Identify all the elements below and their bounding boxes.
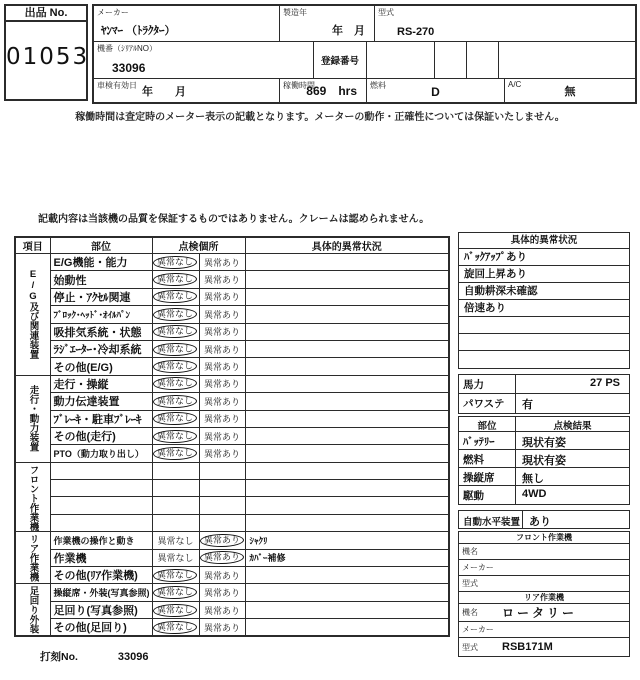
check-ng-cell bbox=[199, 323, 245, 340]
abnormal-note bbox=[245, 567, 449, 584]
serial-label: 機番（ｼﾘｱﾙNO） bbox=[97, 44, 157, 53]
spec-value: 有 bbox=[522, 399, 533, 411]
parts-row bbox=[459, 450, 629, 468]
check-ng-cell bbox=[199, 340, 245, 357]
abnormal-note bbox=[245, 306, 449, 323]
check-ng-mark: 異常あり bbox=[203, 275, 240, 286]
check-ng-cell bbox=[199, 532, 245, 549]
spec-label: 馬力 bbox=[459, 375, 516, 393]
auto-level-label: 自動水平装置 bbox=[459, 511, 523, 528]
disclaimer-note: 記載内容は当該機の品質を保証するものではありません。クレームは認められません。 bbox=[38, 214, 430, 225]
inspection-row bbox=[15, 619, 449, 637]
check-ng-mark: 異常あり bbox=[203, 570, 240, 581]
check-ng-mark: 異常あり bbox=[203, 344, 240, 355]
check-ok-mark: 異常なし bbox=[157, 553, 194, 564]
abnormal-note bbox=[245, 254, 449, 271]
check-ok-mark: 異常なし bbox=[153, 429, 197, 443]
parts-part: 駆動 bbox=[459, 486, 516, 504]
parts-part-header: 部位 bbox=[459, 417, 516, 431]
check-ng-cell bbox=[199, 306, 245, 323]
parts-header-row bbox=[459, 417, 629, 432]
implement-label: 機名 bbox=[462, 547, 478, 556]
check-ng-mark: 異常あり bbox=[203, 257, 240, 268]
header-item: 項目 bbox=[15, 237, 50, 254]
mfg-year-value: 年 月 bbox=[332, 25, 365, 37]
inspection-row bbox=[15, 427, 449, 444]
check-ng-cell bbox=[199, 410, 245, 427]
implement-label: メーカー bbox=[462, 563, 494, 572]
abnormal-note bbox=[245, 323, 449, 340]
check-ok-mark: 異常なし bbox=[153, 447, 197, 461]
abnormal-item bbox=[459, 317, 629, 334]
part-name: 走行・操縦 bbox=[50, 375, 152, 392]
lot-number-value: 01053 bbox=[6, 44, 90, 70]
abnormal-note: ｶﾊﾞｰ補修 bbox=[245, 549, 449, 566]
check-ok-cell bbox=[152, 445, 199, 462]
check-ng-mark: 異常あり bbox=[203, 327, 240, 338]
check-ng-cell bbox=[199, 427, 245, 444]
inspection-row bbox=[15, 288, 449, 305]
parts-result-header: 点検結果 bbox=[553, 421, 592, 431]
part-name bbox=[50, 480, 152, 497]
info-row-usage bbox=[94, 79, 635, 102]
abnormal-note bbox=[245, 288, 449, 305]
inspection-row bbox=[15, 271, 449, 288]
spec-row bbox=[459, 394, 629, 413]
spec-label: パワステ bbox=[459, 394, 516, 413]
part-name: その他(足回り) bbox=[50, 619, 152, 637]
check-ng-cell bbox=[199, 393, 245, 410]
part-name: ﾗｼﾞｴｰﾀｰ･冷却系統 bbox=[50, 340, 152, 357]
abnormal-note bbox=[245, 514, 449, 531]
ac-cell bbox=[505, 79, 635, 102]
implements-box bbox=[458, 531, 630, 657]
model-value: RS-270 bbox=[397, 26, 435, 38]
implement-group-header: リア作業機 bbox=[459, 592, 629, 604]
check-ok-mark: 異常なし bbox=[153, 586, 197, 600]
implement-row bbox=[459, 544, 629, 560]
stamp-line bbox=[40, 649, 149, 664]
inspection-row bbox=[15, 480, 449, 497]
registration-cell-4 bbox=[499, 42, 635, 78]
implement-value: RSB171M bbox=[502, 641, 553, 653]
inspection-row bbox=[15, 601, 449, 618]
implement-label: 型式 bbox=[462, 642, 478, 652]
part-name: 停止・ｱｸｾﾙ関連 bbox=[50, 288, 152, 305]
inspection-row bbox=[15, 497, 449, 514]
parts-row bbox=[459, 432, 629, 450]
abnormal-header: 具体的異常状況 bbox=[459, 233, 629, 249]
check-ok-cell bbox=[152, 271, 199, 288]
abnormal-note bbox=[245, 358, 449, 375]
registration-cell-1 bbox=[367, 42, 435, 78]
check-ng-cell bbox=[199, 254, 245, 271]
check-ng-mark: 異常あり bbox=[203, 309, 240, 320]
part-name: ﾌﾞﾛｯｸ･ﾍｯﾄﾞ･ｵｲﾙﾊﾟﾝ bbox=[50, 306, 152, 323]
check-ng-mark: 異常あり bbox=[203, 622, 240, 633]
hours-cell bbox=[280, 79, 367, 102]
inspection-body bbox=[15, 254, 449, 637]
inspection-row bbox=[15, 532, 449, 549]
implement-row bbox=[459, 604, 629, 622]
inspection-row bbox=[15, 340, 449, 357]
registration-cell-2 bbox=[435, 42, 467, 78]
check-ok-mark: 異常なし bbox=[157, 535, 194, 546]
check-ng-cell bbox=[199, 619, 245, 637]
inspection-table bbox=[14, 236, 450, 637]
registration-label: 登録番号 bbox=[320, 56, 359, 67]
abnormal-note bbox=[245, 480, 449, 497]
check-ng-cell bbox=[199, 497, 245, 514]
check-ok-cell bbox=[152, 480, 199, 497]
check-ok-cell bbox=[152, 410, 199, 427]
serial-value: 33096 bbox=[112, 61, 146, 75]
check-ok-cell bbox=[152, 288, 199, 305]
spec-box bbox=[458, 374, 630, 414]
abnormal-note bbox=[245, 375, 449, 392]
registration-label-cell bbox=[314, 42, 367, 78]
info-row-serial bbox=[94, 42, 635, 79]
right-panel bbox=[458, 232, 630, 657]
shaken-label: 車検有効日 bbox=[97, 81, 137, 90]
part-name bbox=[50, 497, 152, 514]
check-ok-mark: 異常なし bbox=[153, 325, 197, 339]
check-ng-cell bbox=[199, 288, 245, 305]
lot-number-label: 出品 No. bbox=[6, 6, 86, 22]
check-ng-cell bbox=[199, 271, 245, 288]
check-ok-mark: 異常なし bbox=[153, 412, 197, 426]
abnormal-note bbox=[245, 393, 449, 410]
section-label: 足回り外装 bbox=[15, 584, 50, 636]
check-ok-mark: 異常なし bbox=[153, 394, 197, 408]
check-ng-cell bbox=[199, 584, 245, 601]
spec-row bbox=[459, 375, 629, 394]
check-ng-cell bbox=[199, 549, 245, 566]
part-name: 作業機の操作と動き bbox=[50, 532, 152, 549]
check-ok-cell bbox=[152, 549, 199, 566]
section-label: フロント作業機 bbox=[15, 462, 50, 532]
parts-part: 操縦席 bbox=[459, 468, 516, 485]
part-name: 足回り(写真参照) bbox=[50, 601, 152, 618]
part-name: その他(ﾘｱ作業機) bbox=[50, 567, 152, 584]
hours-value: 869 hrs bbox=[306, 84, 357, 98]
inspection-row bbox=[15, 584, 449, 601]
serial-cell bbox=[94, 42, 314, 78]
check-ng-cell bbox=[199, 358, 245, 375]
fuel-value: D bbox=[431, 85, 440, 99]
check-ok-mark: 異常なし bbox=[153, 273, 197, 287]
header-check: 点検個所 bbox=[152, 237, 245, 254]
inspection-row bbox=[15, 306, 449, 323]
abnormal-note bbox=[245, 601, 449, 618]
mfg-year-label: 製造年 bbox=[283, 8, 307, 17]
abnormal-item bbox=[459, 351, 629, 368]
stamp-label: 打刻No. bbox=[40, 651, 78, 663]
part-name: その他(E/G) bbox=[50, 358, 152, 375]
check-ng-mark: 異常あり bbox=[203, 292, 240, 303]
inspection-row bbox=[15, 358, 449, 375]
fuel-cell bbox=[367, 79, 505, 102]
check-ok-cell bbox=[152, 462, 199, 479]
implement-row bbox=[459, 576, 629, 592]
check-ok-cell bbox=[152, 375, 199, 392]
header-part: 部位 bbox=[50, 237, 152, 254]
check-ok-cell bbox=[152, 393, 199, 410]
check-ng-mark: 異常あり bbox=[203, 588, 240, 599]
check-ng-cell bbox=[199, 601, 245, 618]
check-ok-cell bbox=[152, 567, 199, 584]
parts-result: 現状有姿 bbox=[522, 437, 566, 449]
check-ok-mark: 異常なし bbox=[153, 377, 197, 391]
maker-cell bbox=[94, 6, 280, 41]
inspection-row bbox=[15, 549, 449, 566]
check-ng-mark: 異常あり bbox=[203, 379, 240, 390]
part-name: PTO（動力取り出し） bbox=[50, 445, 152, 462]
implement-row bbox=[459, 622, 629, 638]
check-ok-mark: 異常なし bbox=[153, 342, 197, 356]
abnormal-note: ｼｬｸﾘ bbox=[245, 532, 449, 549]
part-name: 吸排気系統・状態 bbox=[50, 323, 152, 340]
machine-info-table bbox=[92, 4, 637, 104]
inspection-row bbox=[15, 254, 449, 271]
header-detail: 具体的異常状況 bbox=[245, 237, 449, 254]
abnormal-note bbox=[245, 427, 449, 444]
inspection-row bbox=[15, 375, 449, 392]
parts-result: 4WD bbox=[522, 488, 547, 500]
part-name: その他(走行) bbox=[50, 427, 152, 444]
part-name bbox=[50, 514, 152, 531]
hours-label: 稼働時間 bbox=[283, 81, 315, 90]
check-ok-mark: 異常なし bbox=[153, 360, 197, 374]
mfg-year-cell bbox=[280, 6, 375, 41]
check-ng-cell bbox=[199, 462, 245, 479]
fuel-label: 燃料 bbox=[370, 81, 386, 90]
maker-value: ﾔﾝﾏｰ （ﾄﾗｸﾀｰ） bbox=[101, 25, 176, 37]
check-ng-cell bbox=[199, 480, 245, 497]
implement-value: ロータリー bbox=[502, 606, 578, 620]
abnormal-status-box bbox=[458, 232, 630, 369]
abnormal-note bbox=[245, 271, 449, 288]
model-label: 型式 bbox=[378, 8, 394, 17]
part-name: ﾌﾞﾚｰｷ・駐車ﾌﾞﾚｰｷ bbox=[50, 410, 152, 427]
parts-part: ﾊﾞｯﾃﾘｰ bbox=[459, 432, 516, 449]
check-ng-mark: 異常あり bbox=[203, 448, 240, 459]
implement-group-header: フロント作業機 bbox=[459, 532, 629, 544]
part-name: 始動性 bbox=[50, 271, 152, 288]
implement-row bbox=[459, 638, 629, 656]
meter-note: 稼働時間は査定時のメーター表示の記載となります。メーターの動作・正確性については保証いたしません。 bbox=[75, 112, 565, 123]
check-ok-cell bbox=[152, 427, 199, 444]
check-ok-mark: 異常なし bbox=[153, 620, 197, 634]
stamp-value: 33096 bbox=[117, 651, 149, 663]
check-ok-cell bbox=[152, 532, 199, 549]
parts-row bbox=[459, 486, 629, 504]
abnormal-item bbox=[459, 334, 629, 351]
abnormal-item: ﾊﾞｯｸｱｯﾌﾟあり bbox=[459, 249, 629, 266]
lot-number-box bbox=[4, 4, 88, 101]
shaken-cell bbox=[94, 79, 280, 102]
check-ok-cell bbox=[152, 514, 199, 531]
section-label: 走行・動力装置 bbox=[15, 375, 50, 462]
parts-part: 燃料 bbox=[459, 450, 516, 467]
abnormal-note bbox=[245, 619, 449, 637]
check-ok-cell bbox=[152, 601, 199, 618]
ac-value: 無 bbox=[564, 86, 576, 98]
abnormal-note bbox=[245, 497, 449, 514]
check-ok-mark: 異常なし bbox=[153, 603, 197, 617]
check-ng-cell bbox=[199, 375, 245, 392]
info-row-maker bbox=[94, 6, 635, 42]
implement-label: メーカー bbox=[462, 625, 494, 634]
abnormal-note bbox=[245, 462, 449, 479]
inspection-row bbox=[15, 393, 449, 410]
part-name bbox=[50, 462, 152, 479]
model-cell bbox=[375, 6, 635, 41]
implement-label: 機名 bbox=[462, 608, 478, 617]
auto-level-value: あり bbox=[529, 516, 551, 528]
parts-result: 現状有姿 bbox=[522, 455, 566, 467]
registration-cell-3 bbox=[467, 42, 499, 78]
check-ok-mark: 異常なし bbox=[153, 255, 197, 269]
check-ng-cell bbox=[199, 514, 245, 531]
inspection-row bbox=[15, 567, 449, 584]
parts-result: 無し bbox=[522, 473, 544, 485]
auto-level-row bbox=[459, 511, 629, 528]
check-ok-cell bbox=[152, 358, 199, 375]
section-label: リア作業機 bbox=[15, 532, 50, 584]
part-name: 作業機 bbox=[50, 549, 152, 566]
shaken-value: 年 月 bbox=[142, 86, 186, 98]
ac-label: A/C bbox=[508, 80, 522, 89]
inspection-row bbox=[15, 410, 449, 427]
implement-label: 型式 bbox=[462, 579, 478, 588]
check-ok-cell bbox=[152, 340, 199, 357]
spec-value: 27 PS bbox=[590, 377, 620, 389]
check-ok-cell bbox=[152, 306, 199, 323]
inspection-row bbox=[15, 462, 449, 479]
check-ng-mark: 異常あり bbox=[203, 431, 240, 442]
inspection-row bbox=[15, 445, 449, 462]
inspection-header bbox=[15, 237, 449, 254]
check-ng-mark: 異常あり bbox=[200, 534, 244, 548]
check-ng-mark: 異常あり bbox=[200, 551, 244, 565]
check-ok-cell bbox=[152, 323, 199, 340]
maker-label: メーカー bbox=[97, 8, 129, 17]
check-ok-mark: 異常なし bbox=[153, 307, 197, 321]
part-name: 動力伝達装置 bbox=[50, 393, 152, 410]
implement-row bbox=[459, 560, 629, 576]
inspection-row bbox=[15, 323, 449, 340]
part-name: 操縦席・外装(写真参照) bbox=[50, 584, 152, 601]
check-ng-mark: 異常あり bbox=[203, 396, 240, 407]
parts-row bbox=[459, 468, 629, 486]
auto-level-box bbox=[458, 510, 630, 529]
check-ng-mark: 異常あり bbox=[203, 414, 240, 425]
check-ok-mark: 異常なし bbox=[153, 290, 197, 304]
check-ok-cell bbox=[152, 497, 199, 514]
inspection-row bbox=[15, 514, 449, 531]
check-ng-mark: 異常あり bbox=[203, 605, 240, 616]
check-ok-cell bbox=[152, 254, 199, 271]
check-ok-cell bbox=[152, 619, 199, 637]
check-ng-cell bbox=[199, 567, 245, 584]
abnormal-note bbox=[245, 410, 449, 427]
check-ng-mark: 異常あり bbox=[203, 362, 240, 373]
check-ng-cell bbox=[199, 445, 245, 462]
abnormal-note bbox=[245, 584, 449, 601]
abnormal-item: 旋回上昇あり bbox=[459, 266, 629, 283]
abnormal-item: 自動耕深未確認 bbox=[459, 283, 629, 300]
abnormal-note bbox=[245, 340, 449, 357]
abnormal-note bbox=[245, 445, 449, 462]
section-label: E/G及び関連装置 bbox=[15, 254, 50, 376]
parts-check-box bbox=[458, 416, 630, 505]
check-ok-mark: 異常なし bbox=[153, 568, 197, 582]
check-ok-cell bbox=[152, 584, 199, 601]
part-name: E/G機能・能力 bbox=[50, 254, 152, 271]
abnormal-item: 倍速あり bbox=[459, 300, 629, 317]
